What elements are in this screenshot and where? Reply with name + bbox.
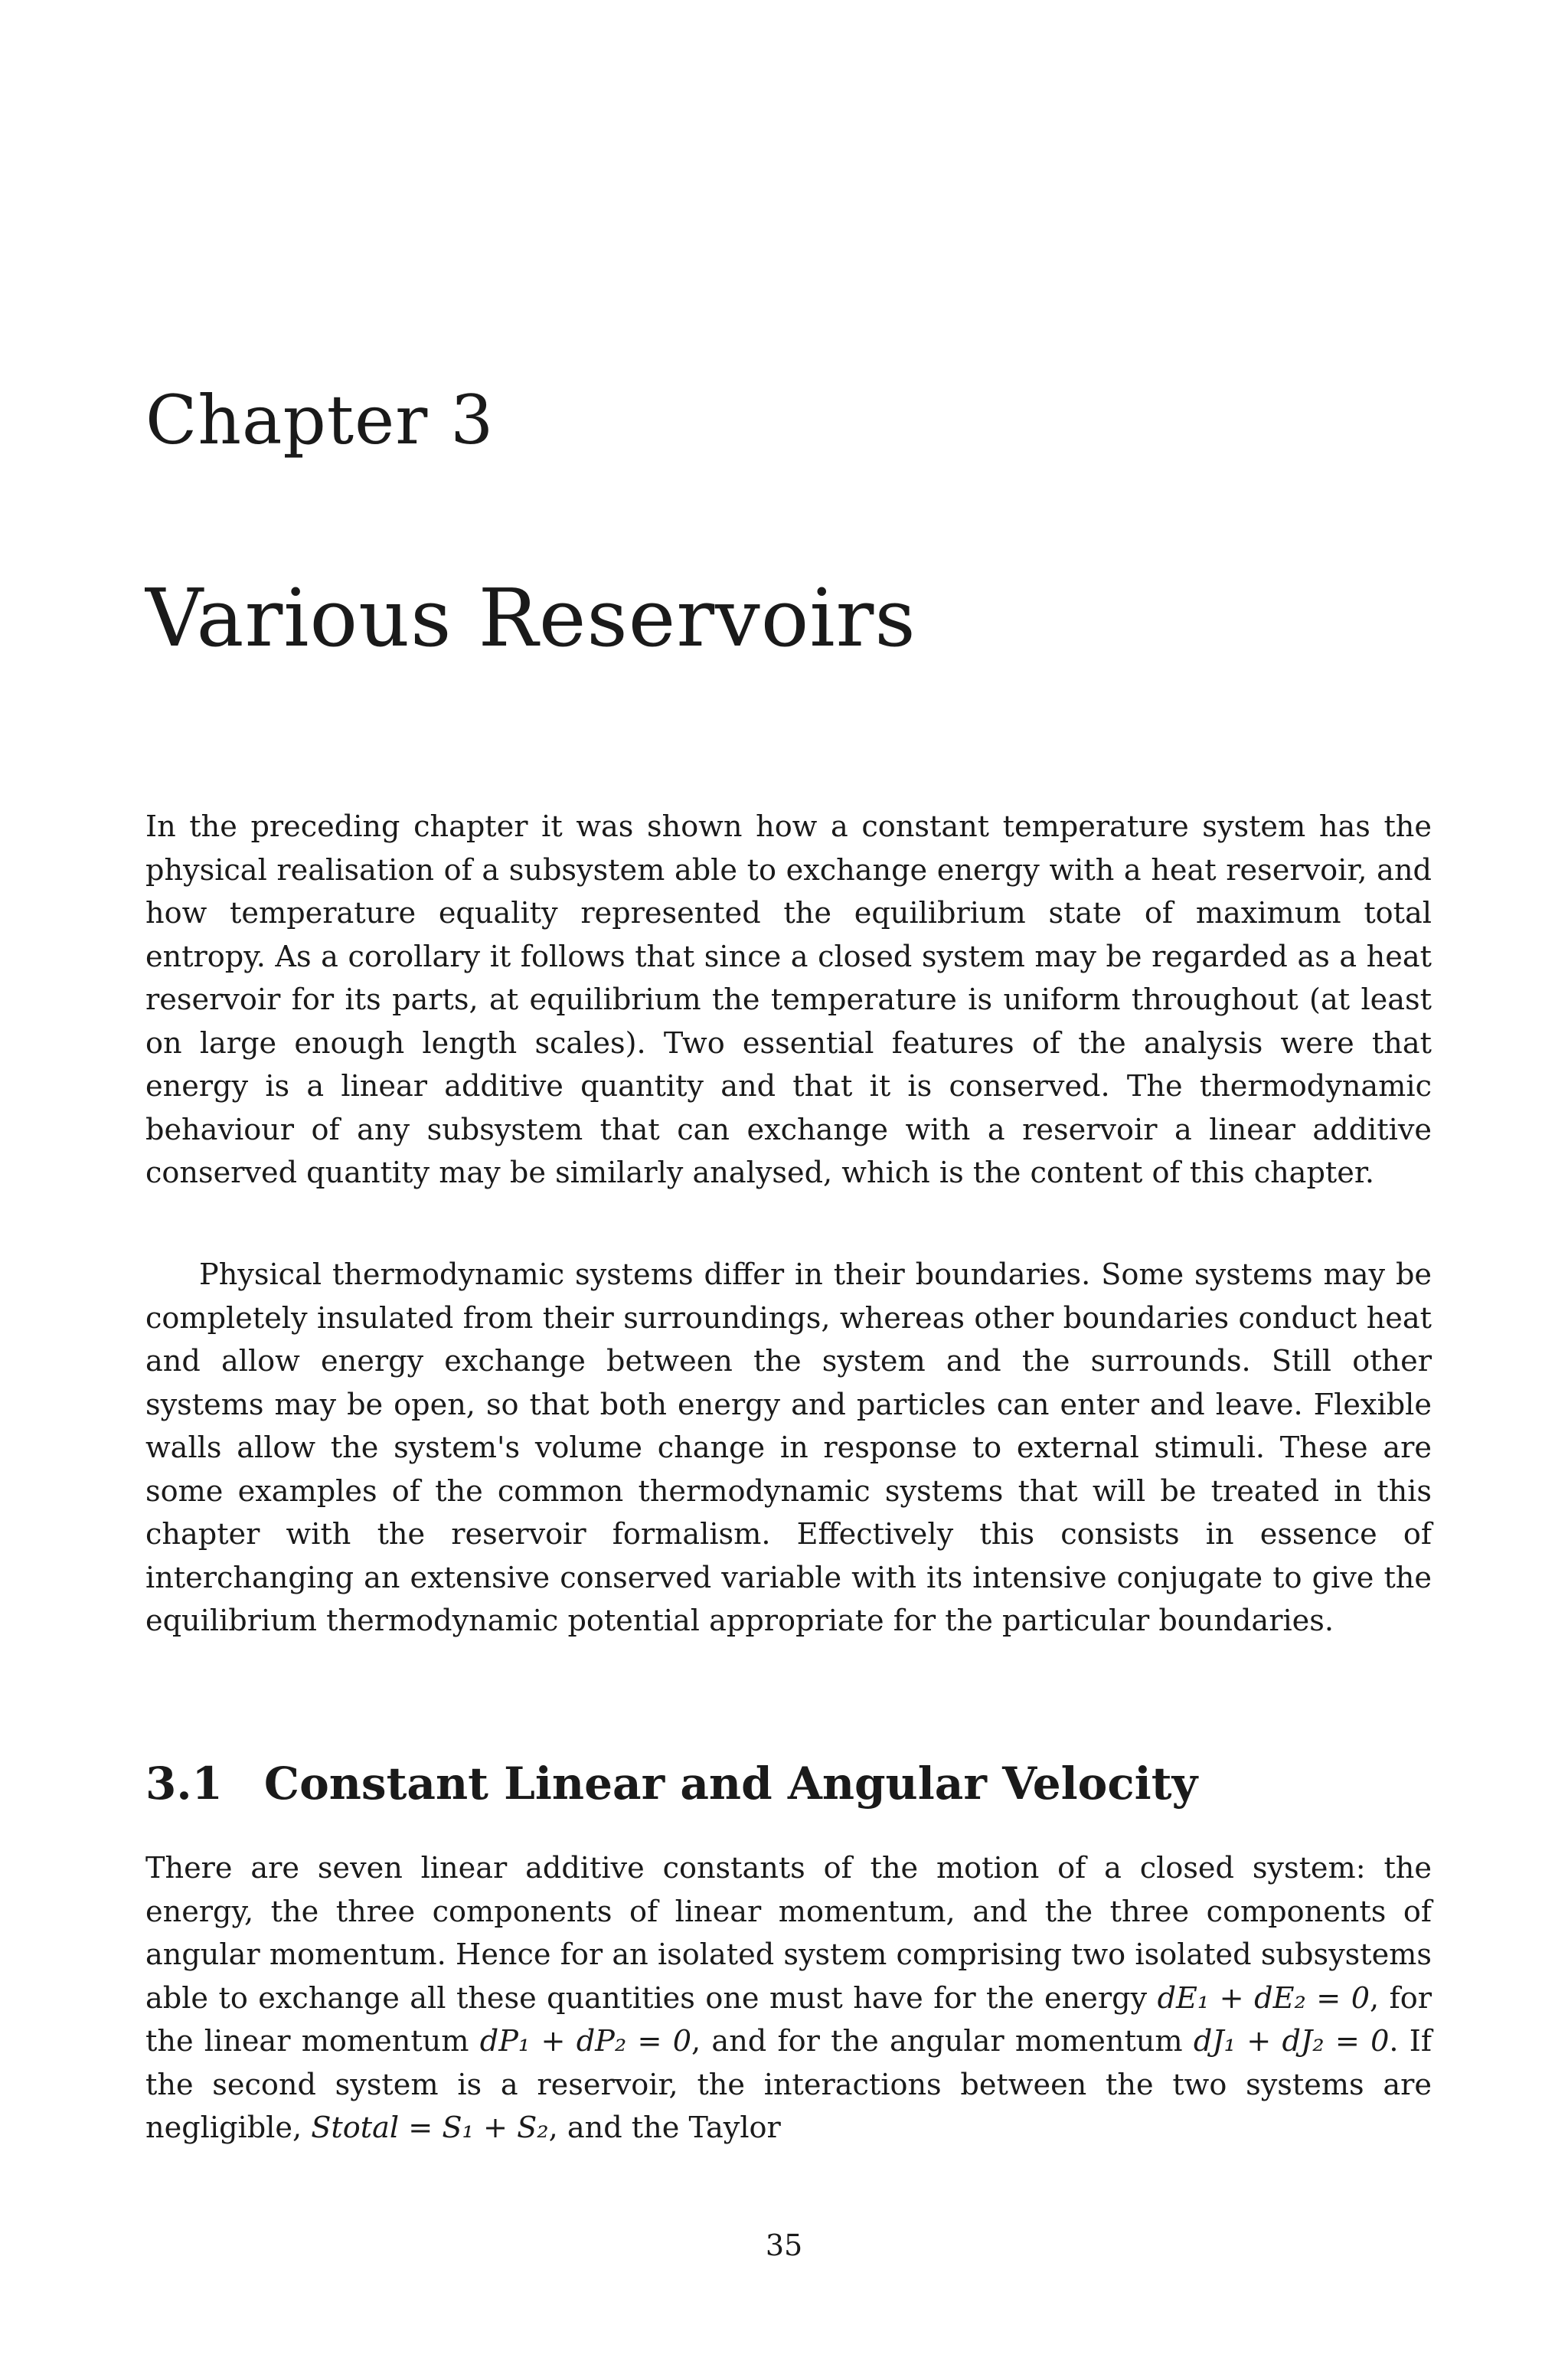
text-run: , and the Taylor	[548, 2111, 781, 2145]
paragraph-intro: In the preceding chapter it was shown how a constant temperature system has the physical realisation of a subsystem able to exchange energy with a heat reservoir, and how temperature equality represented the equilibrium state of maximum total entropy. As a corollary it follows that since a closed system may be regarded as a heat reservoir for its parts, at equilibrium the temperature is uniform throughout (at least on large enough length scales). Two essential features of the analysis were that energy is a linear additive quantity and that it is conserved. The thermodynamic behaviour of any subsystem that can exchange with a reservoir a linear additive conserved quantity may be similarly analysed, which is the content of this chapter.	[145, 810, 1432, 1190]
chapter-label: Chapter 3	[145, 381, 495, 459]
section-number: 3.1	[145, 1758, 223, 1810]
section-title: Constant Linear and Angular Velocity	[263, 1758, 1198, 1810]
section-heading	[145, 1758, 1198, 1810]
paragraph-section-3-1	[145, 1847, 1432, 2150]
page-number: 35	[765, 2228, 803, 2262]
equation-angular-momentum: dJ₁ + dJ₂ = 0	[1193, 2025, 1390, 2058]
chapter-title: Various Reservoirs	[145, 571, 916, 665]
text-run: , and for the angular momentum	[691, 2025, 1194, 2058]
text-run: , for the linear momentum	[145, 1981, 1432, 2058]
equation-energy: dE₁ + dE₂ = 0	[1157, 1981, 1370, 2016]
paragraph-boundaries: Physical thermodynamic systems differ in their boundaries. Some systems may be completely insulated from their surroundings, whereas other boundaries conduct heat and allow energy exchange between the system and the surrounds. Still other systems may be open, so that both energy and particles can enter and leave. Flexible walls allow the system's volume change in response to external stimuli. These are some examples of the common thermodynamic systems that will be treated in this chapter with the reservoir formalism. Effectively this consists in essence of interchanging an extensive conserved variable with its intensive conjugate to give the equilibrium thermodynamic potential appropriate for the particular boundaries.	[145, 1258, 1432, 1638]
text-run: There are seven linear additive constants of the motion of a closed system: the energy, the three components of linear momentum, and the three components of angular momentum. Hence for an isolated system comprising two isolated subsystems able to exchange all these quantities one must have for the energy	[145, 1852, 1432, 2016]
equation-entropy: Stotal = S₁ + S₂	[311, 2111, 549, 2145]
text-run: . If the second system is a reservoir, the interactions between the two systems are negligible,	[145, 2025, 1432, 2145]
equation-linear-momentum: dP₁ + dP₂ = 0	[479, 2025, 692, 2058]
